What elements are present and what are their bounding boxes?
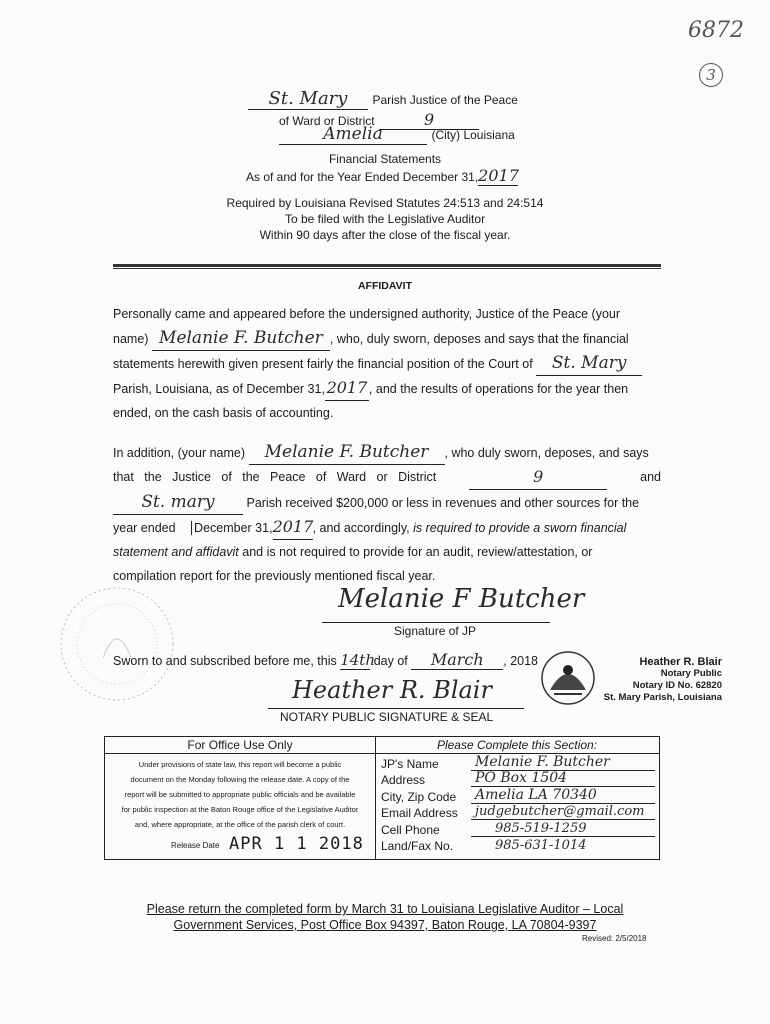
requirement-line-2: To be filed with the Legislative Auditor [284,212,486,226]
p1-court-parish: St. Mary [536,351,642,376]
sworn-year: , 2018 [503,654,539,668]
row-label-city-zip: City, Zip Code [381,789,457,804]
row-label-jp-name: JP's Name [381,756,439,771]
row-value-city-zip: Amelia LA 70340 [471,787,655,804]
p2-line-5 [113,540,661,564]
city-value: Amelia [279,124,427,145]
complete-row [381,837,655,854]
complete-row [381,754,655,771]
row-label-email: Email Address [381,806,458,820]
office-note-3: report will be submitted to appropriate public officials and be available [124,790,356,799]
circled-page-number: 3 [699,63,723,87]
row-value-jp-name: Melanie F. Butcher [471,754,655,771]
sworn-text-b: day of [373,654,408,668]
affidavit-title: AFFIDAVIT [357,280,413,292]
p2-line-2 [113,465,661,490]
p2-line-1 [113,440,661,465]
requirement-line-3: Within 90 days after the close of the fiscal year. [259,228,511,242]
p2-line-2-a: that the Justice of the Peace of Ward or District [113,470,437,484]
p2-line-5-italic: statement and affidavit [113,545,239,559]
row-label-cell-phone: Cell Phone [381,822,440,837]
office-note [109,757,371,832]
year-value: 2017 [478,166,519,185]
p2-line-4-italic: is required to provide a sworn financial [413,521,627,535]
revised-date: Revised: 2/5/2018 [582,934,647,943]
requirement-line-1: Required by Louisiana Revised Statutes 24:513 and 24:514 [226,196,544,210]
notary-stamp [600,656,722,704]
p1-line-3 [113,351,661,376]
p1-line-3-text: statements herewith given present fairly the financial position of the Court of [113,357,533,371]
p2-year: 2017 [273,515,313,540]
notary-signature: Heather R. Blair [292,676,492,704]
p2-district: 9 [469,465,607,490]
p1-line-4 [113,376,661,401]
embossed-seal-icon [58,580,176,708]
fs-title: Financial Statements [328,152,442,166]
p1-line-5: ended, on the cash basis of accounting. [113,406,334,420]
p2-line-5-rest: and is not required to provide for an audit, review/attestation, or [242,545,593,559]
complete-row [381,820,655,837]
header-parish-line [248,88,548,110]
release-date-stamp: APR 1 1 2018 [229,834,364,854]
complete-section-title: Please Complete this Section: [436,738,598,752]
notary-signature-line [268,708,524,709]
p1-jp-name: Melanie F. Butcher [152,326,330,351]
row-label-land-fax: Land/Fax No. [381,839,454,853]
sworn-text-a: Sworn to and subscribed before me, this [113,654,337,668]
sworn-day: 14th [340,651,375,669]
release-date-label: Release Date [171,841,220,850]
jp-signature: Melanie F Butcher [338,584,585,614]
parish-label: Parish Justice of the Peace [372,93,518,107]
office-note-4: for public inspection at the Baton Rouge office of the Legislative Auditor [121,805,359,814]
p2-jp-name: Melanie F. Butcher [249,440,445,465]
p2-line-4-a: year ended [113,521,176,535]
p2-line-1-b: , who duly sworn, deposes, and says [444,446,649,460]
notary-name: Heather R. Blair [639,656,722,668]
p1-line-4-a: Parish, Louisiana, as of December 31, [113,382,325,396]
p2-line-4 [113,515,661,540]
p2-line-3-b: Parish received $200,000 or less in revenues and other sources for the [246,496,640,510]
parish-value: St. Mary [248,88,368,110]
notary-signature-label: NOTARY PUBLIC SIGNATURE & SEAL [280,710,494,724]
notary-title: Notary Public [660,668,722,679]
p1-line-1: Personally came and appeared before the undersigned authority, Justice of the Peace (your [113,307,621,321]
affidavit-paragraph-2 [113,440,661,588]
p1-name-prefix: name) [113,332,149,346]
info-table [104,736,660,860]
row-value-cell-phone: 985-519-1259 [471,821,655,837]
p1-line-2 [113,326,661,351]
p2-line-1-a: In addition, (your name) [113,446,246,460]
p1-line-4-b: , and the results of operations for the year then [368,382,629,396]
header-city-line [279,124,515,145]
footer-line-2: Government Services, Post Office Box 94397, Baton Rouge, LA 70804-9397 [173,918,597,932]
p2-line-4-b: December 31, [191,521,273,535]
p2-line-3 [113,490,661,515]
complete-rows [381,754,655,853]
jp-signature-label: Signature of JP [394,624,477,638]
city-label: (City) Louisiana [431,128,515,142]
year-line-text: As of and for the Year Ended December 31, [246,170,479,184]
p1-line-2-rest: , who, duly sworn, deposes and says that the financial [329,332,629,346]
file-number: 6872 [688,18,744,43]
row-value-address: PO Box 1504 [471,770,655,787]
jp-signature-line [322,622,550,623]
sworn-month: March [411,650,503,670]
row-value-land-fax: 985-631-1014 [495,838,587,853]
row-label-address: Address [381,773,426,787]
office-use-title: For Office Use Only [187,738,293,752]
p2-line-6: compilation report for the previously mentioned fiscal year. [113,569,436,583]
footer-line-1: Please return the completed form by March 31 to Louisiana Legislative Auditor – Local [146,902,624,916]
notary-id: Notary ID No. 62820 [632,680,722,691]
ward-label: of Ward or District [279,114,375,128]
sworn-line [113,650,538,670]
p2-line-4-c: , and accordingly, [312,521,410,535]
complete-row [381,804,655,821]
section-divider [113,264,661,269]
table-divider [375,737,376,859]
notary-parish: St. Mary Parish, Louisiana [603,692,722,703]
ward-value: 9 [379,110,479,130]
complete-row [381,787,655,804]
p2-line-2-b: and [640,470,661,484]
office-note-1: Under provisions of state law, this report will become a public [138,760,342,769]
complete-row [381,771,655,788]
row-value-email: judgebutcher@gmail.com [471,804,655,820]
p1-year: 2017 [325,376,369,401]
office-note-5: and, where appropriate, at the office of the parish clerk of court. [134,820,346,829]
pelican-seal-icon [540,650,596,706]
office-note-2: document on the Monday following the release date. A copy of the [130,775,350,784]
affidavit-paragraph-1 [113,302,661,425]
p2-parish: St. mary [113,490,243,515]
year-line [246,166,518,186]
